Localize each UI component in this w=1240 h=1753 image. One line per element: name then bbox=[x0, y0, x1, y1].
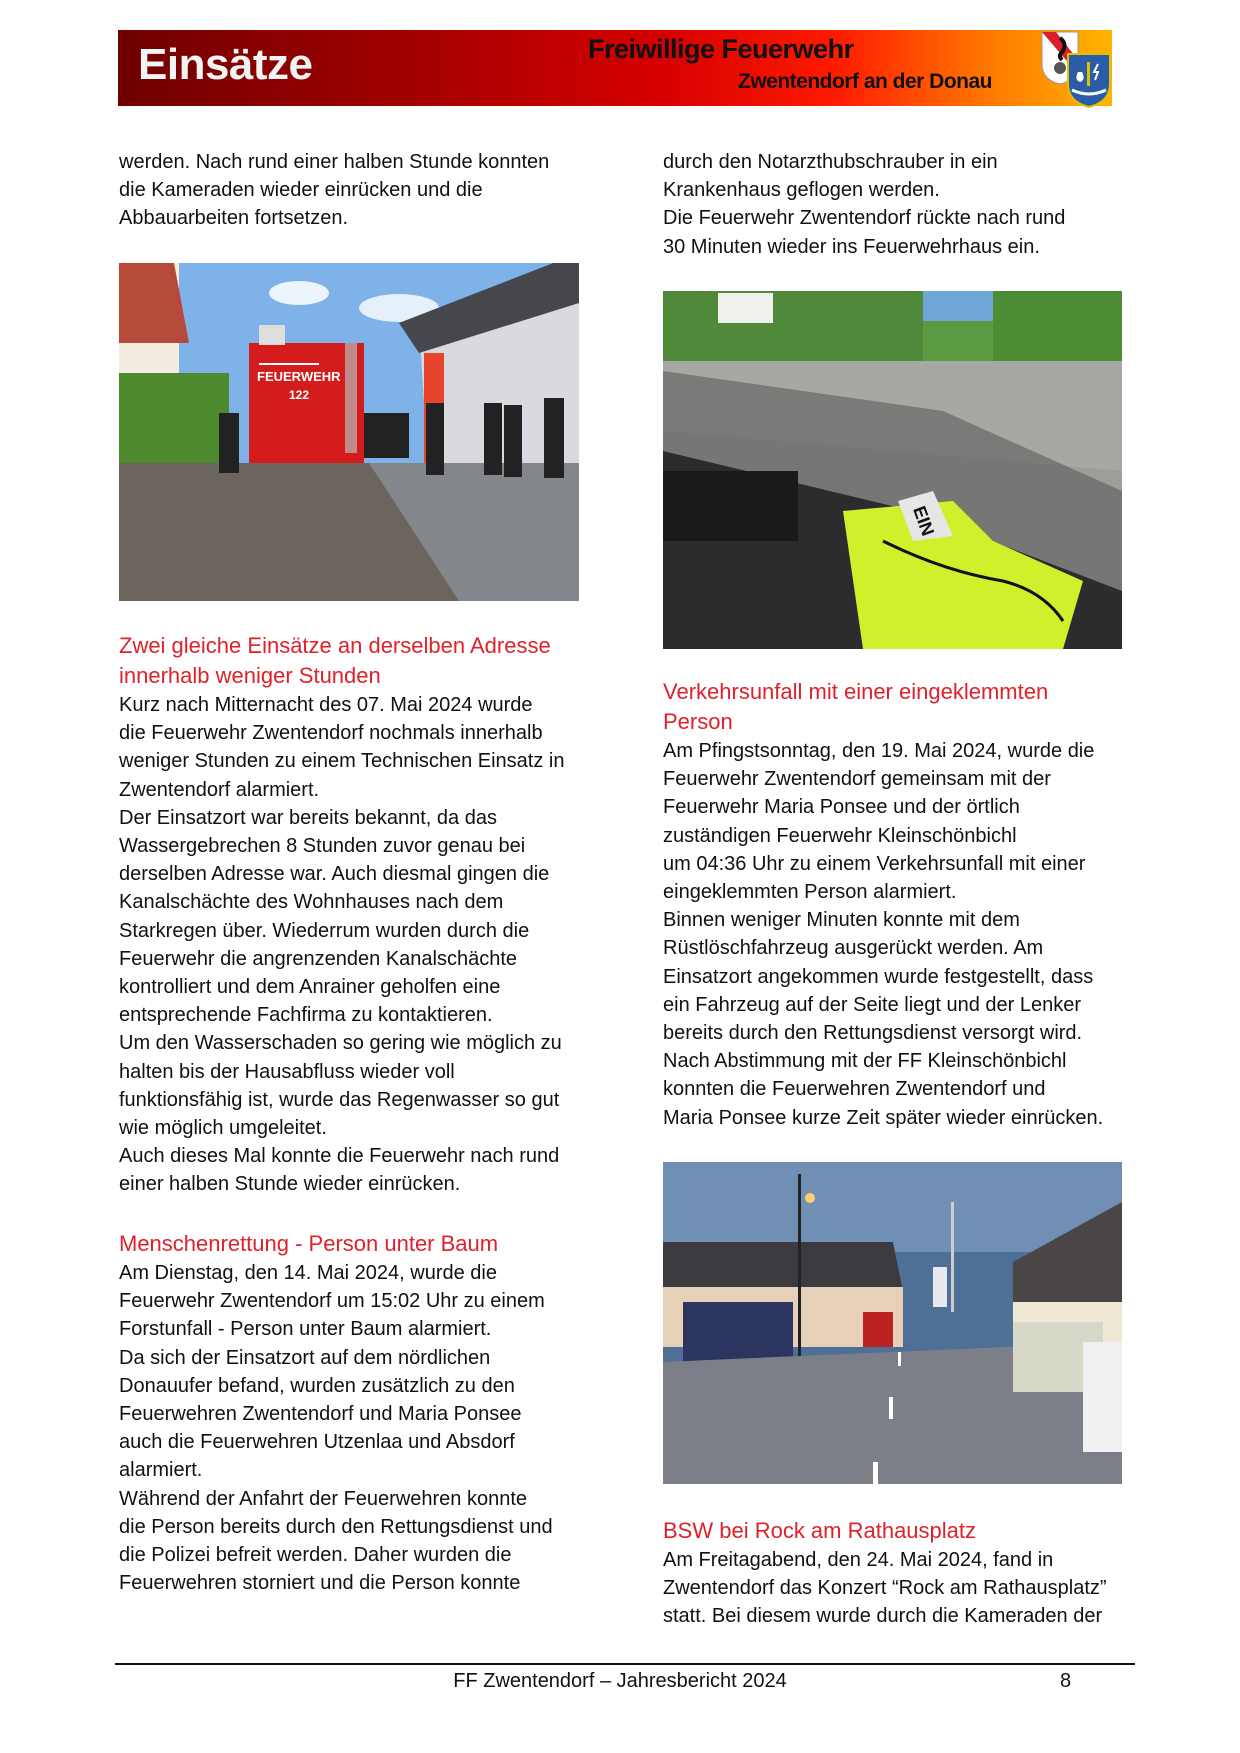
text-line: kontrolliert und dem Anrainer geholfen eine bbox=[119, 976, 501, 999]
text-line: Da sich der Einsatzort auf dem nördlichen bbox=[119, 1346, 491, 1369]
text-line: Donauufer befand, wurden zusätzlich zu den bbox=[119, 1374, 515, 1397]
text-line: statt. Bei diesem wurde durch die Kameraden der bbox=[663, 1605, 1103, 1628]
text-line: Kurz nach Mitternacht des 07. Mai 2024 wurde bbox=[119, 694, 533, 716]
text-line: die Person bereits durch den Rettungsdienst und bbox=[119, 1515, 553, 1538]
text-line: wie möglich umgeleitet. bbox=[119, 1117, 327, 1140]
text-line: ein Fahrzeug auf der Seite liegt und der Lenker bbox=[663, 993, 1082, 1016]
text-line: Einsatzort angekommen wurde festgestellt, dass bbox=[663, 965, 1094, 988]
right-intro bbox=[663, 148, 1133, 261]
text-line: Abbauarbeiten fortsetzen. bbox=[119, 207, 349, 230]
text-line: zuständigen Feuerwehr Kleinschönbichl bbox=[663, 824, 1017, 847]
article-heading: Person bbox=[663, 709, 733, 734]
photo-fire-truck bbox=[119, 263, 579, 601]
text-line: Am Dienstag, den 14. Mai 2024, wurde die bbox=[119, 1262, 497, 1284]
text-line: Zwentendorf alarmiert. bbox=[119, 778, 320, 801]
text-line: Wassergebrechen 8 Stunden zuvor genau bei bbox=[119, 835, 526, 858]
truck-number: 122 bbox=[289, 388, 310, 402]
text-line: Binnen weniger Minuten konnte mit dem bbox=[663, 909, 1020, 932]
article-person-under-tree bbox=[119, 1229, 589, 1597]
text-line: Die Feuerwehr Zwentendorf rückte nach rund bbox=[663, 207, 1066, 230]
header-banner bbox=[118, 30, 1112, 106]
article-heading: Verkehrsunfall mit einer eingeklemmten bbox=[663, 679, 1049, 704]
text-line: um 04:36 Uhr zu einem Verkehrsunfall mit einer bbox=[663, 852, 1086, 875]
text-line: halten bis der Hausabfluss wieder voll bbox=[119, 1060, 455, 1083]
text-line: funktionsfähig ist, wurde das Regenwasser so gut bbox=[119, 1088, 560, 1111]
text-line: bereits durch den Rettungsdienst versorgt wird. bbox=[663, 1022, 1083, 1045]
text-line: Feuerwehr Zwentendorf gemeinsam mit der bbox=[663, 768, 1051, 791]
text-line: Zwentendorf das Konzert “Rock am Rathausplatz” bbox=[663, 1577, 1107, 1600]
article-heading: innerhalb weniger Stunden bbox=[119, 663, 381, 688]
text-line: Nach Abstimmung mit der FF Kleinschönbichl bbox=[663, 1050, 1067, 1073]
photo-dashboard-road bbox=[663, 291, 1122, 649]
text-line: konnten die Feuerwehren Zwentendorf und bbox=[663, 1078, 1046, 1101]
text-line: eingeklemmten Person alarmiert. bbox=[663, 881, 957, 904]
text-line: Am Freitagabend, den 24. Mai 2024, fand in bbox=[663, 1549, 1054, 1571]
article-heading: BSW bei Rock am Rathausplatz bbox=[663, 1518, 977, 1543]
text-line: derselben Adresse war. Auch diesmal gingen die bbox=[119, 863, 550, 886]
text-line: Während der Anfahrt der Feuerwehren konnte bbox=[119, 1487, 528, 1510]
article-rock-am-rathausplatz bbox=[663, 1516, 1133, 1631]
page-number: 8 bbox=[1060, 1670, 1072, 1692]
text-line: einer halben Stunde wieder einrücken. bbox=[119, 1173, 461, 1196]
municipal-crest-icon bbox=[1066, 52, 1112, 108]
text-line: die Feuerwehr Zwentendorf nochmals innerhalb bbox=[119, 722, 543, 745]
text-line: Feuerwehr die angrenzenden Kanalschächte bbox=[119, 947, 518, 970]
text-line: Der Einsatzort war bereits bekannt, da das bbox=[119, 806, 497, 829]
article-traffic-accident bbox=[663, 677, 1133, 1132]
org-name: Freiwillige Feuerwehr bbox=[588, 34, 854, 64]
footer-divider bbox=[115, 1663, 1135, 1665]
photo-accident-street bbox=[663, 1162, 1122, 1484]
left-intro bbox=[119, 148, 589, 233]
org-location: Zwentendorf an der Donau bbox=[738, 70, 993, 93]
text-line: weniger Stunden zu einem Technischen Einsatz in bbox=[119, 750, 565, 773]
text-line: Kanalschächte des Wohnhauses nach dem bbox=[119, 891, 504, 914]
article-two-incidents bbox=[119, 631, 589, 1199]
article-heading: Menschenrettung - Person unter Baum bbox=[119, 1231, 499, 1256]
text-line: Feuerwehr Maria Ponsee und der örtlich bbox=[663, 796, 1020, 819]
truck-label: FEUERWEHR bbox=[257, 369, 341, 384]
text-line: Maria Ponsee kurze Zeit später wieder einrücken. bbox=[663, 1106, 1104, 1129]
text-line: entsprechende Fachfirma zu kontaktieren. bbox=[119, 1004, 493, 1027]
text-line: alarmiert. bbox=[119, 1459, 203, 1482]
text-line: 30 Minuten wieder ins Feuerwehrhaus ein. bbox=[663, 235, 1040, 258]
text-line: auch die Feuerwehren Utzenlaa und Absdorf bbox=[119, 1431, 515, 1454]
text-line: Am Pfingstsonntag, den 19. Mai 2024, wurde die bbox=[663, 740, 1095, 762]
text-line: Auch dieses Mal konnte die Feuerwehr nach rund bbox=[119, 1145, 560, 1168]
vest-label: EIN bbox=[909, 503, 939, 539]
text-line: Feuerwehren storniert und die Person konnte bbox=[119, 1572, 521, 1595]
text-line: Feuerwehren Zwentendorf und Maria Ponsee bbox=[119, 1403, 522, 1426]
text-line: Um den Wasserschaden so gering wie möglich zu bbox=[119, 1032, 562, 1055]
text-line: Rüstlöschfahrzeug ausgerückt werden. Am bbox=[663, 937, 1044, 960]
text-line: Starkregen über. Wiederrum wurden durch die bbox=[119, 919, 530, 942]
text-line: werden. Nach rund einer halben Stunde konnten bbox=[119, 151, 550, 173]
article-heading: Zwei gleiche Einsätze an derselben Adresse bbox=[119, 633, 551, 658]
footer-title: FF Zwentendorf – Jahresbericht 2024 bbox=[453, 1670, 787, 1692]
text-line: die Polizei befreit werden. Daher wurden die bbox=[119, 1544, 512, 1567]
text-line: Feuerwehr Zwentendorf um 15:02 Uhr zu einem bbox=[119, 1290, 545, 1313]
text-line: Krankenhaus geflogen werden. bbox=[663, 179, 940, 202]
text-line: Forstunfall - Person unter Baum alarmiert. bbox=[119, 1318, 492, 1341]
text-line: die Kameraden wieder einrücken und die bbox=[119, 179, 483, 202]
text-line: durch den Notarzthubschrauber in ein bbox=[663, 151, 998, 173]
section-title: Einsätze bbox=[138, 40, 313, 89]
